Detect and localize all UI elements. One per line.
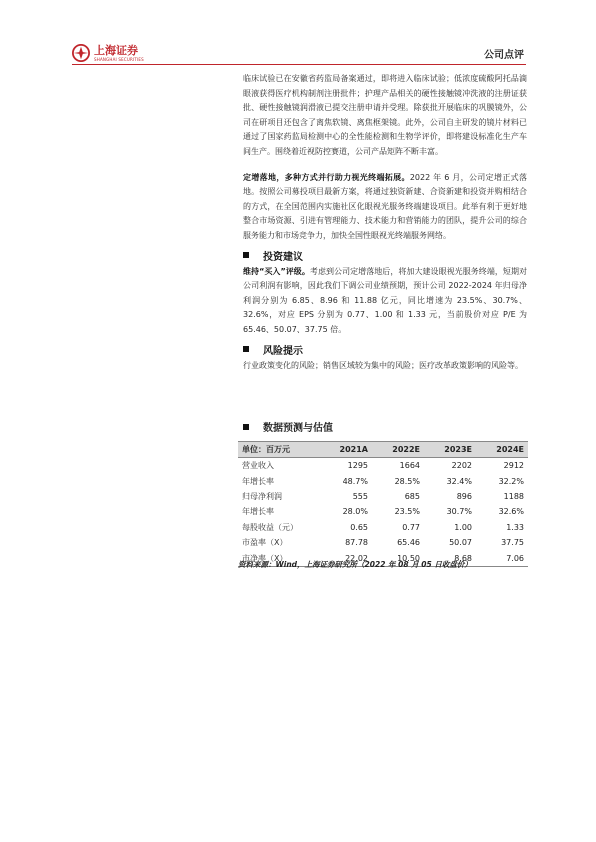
logo-chinese-name: 上海证券 <box>94 43 138 57</box>
table-cell: 2202 <box>451 461 472 471</box>
table-cell: 32.4% <box>446 476 472 486</box>
table-cell: 685 <box>404 491 420 501</box>
row-label: 年增长率 <box>242 507 274 517</box>
header-cell: 单位：百万元 <box>238 442 320 458</box>
table-row <box>238 535 528 550</box>
table-cell: 23.5% <box>394 507 420 517</box>
table-section-title <box>243 419 333 434</box>
table-cell: 48.7% <box>342 476 368 486</box>
table-cell: 2912 <box>503 461 524 471</box>
table-cell: 28.0% <box>342 507 368 517</box>
bullet-square-icon <box>243 346 249 352</box>
table-row <box>238 520 528 535</box>
table-cell: 896 <box>456 491 472 501</box>
table-cell: 50.07 <box>449 538 472 548</box>
table-row <box>238 489 528 504</box>
forecast-table <box>238 441 528 567</box>
table-cell: 22.02 <box>320 550 372 566</box>
table-cell: 87.78 <box>345 538 368 548</box>
table-cell: 32.2% <box>498 476 524 486</box>
bullet-square-icon <box>243 424 249 430</box>
row-label: 归母净利润 <box>242 491 282 501</box>
row-label: 年增长率 <box>242 476 274 486</box>
company-logo <box>72 44 144 62</box>
invest-paragraph <box>243 265 527 338</box>
table-cell: 1188 <box>503 491 524 501</box>
header-rule <box>72 64 526 65</box>
row-label: 每股收益（元） <box>242 522 298 532</box>
table-cell: 32.6% <box>498 507 524 517</box>
expansion-text: 2022 年 6 月，公司定增正式落地。按照公司募投项目最新方案，将通过独资新建、合资新建和投资并购相结合的方式，在全国范围内实施社区化眼视光服务终端建设项目。此举有利于更好地整合市场资源、引进有管理能力、技术能力和营销能力的团队，提升公司的综合服务能力和市场竞争力，加快全国性眼视光终端服务网络。 <box>243 172 528 240</box>
logo-emblem-icon <box>72 44 90 62</box>
table-cell: 1295 <box>347 461 368 471</box>
table-cell: 30.7% <box>446 507 472 517</box>
main-content <box>243 72 527 373</box>
table-cell: 7.06 <box>476 550 528 566</box>
table-cell: 0.77 <box>402 522 420 532</box>
table-cell: 28.5% <box>394 476 420 486</box>
invest-section-title <box>243 248 527 263</box>
invest-text: 考虑到公司定增落地后，将加大建设眼视光服务终端，短期对公司利润有影响，因此我们下调公司业绩预期，预计公司 2022-2024 年归母净利润分别为 6.85、8.96 和 11.88 亿元，同比增速为 23.5%、30.7%、32.6%，对应 EPS 分别为 0.77、1.00 和 1.33 元，当前股价对应 P/E 为 65.46、50.07、37.75 倍。 <box>243 266 528 334</box>
table-cell: 0.65 <box>350 522 368 532</box>
logo-english-name: SHANGHAI SECURITIES <box>94 56 144 62</box>
table-cell: 1664 <box>399 461 420 471</box>
risk-paragraph: 行业政策变化的风险；销售区域较为集中的风险；医疗改革政策影响的风险等。 <box>243 360 523 370</box>
table-cell: 1.00 <box>454 522 472 532</box>
header-cell: 2022E <box>372 442 424 458</box>
row-label: 市净率（X） <box>238 550 320 566</box>
row-label: 市盈率（X） <box>242 538 288 548</box>
expansion-paragraph <box>243 171 527 244</box>
invest-lead: 维持“买入”评级。 <box>243 266 310 276</box>
table-source-note: 资料来源：Wind，上海证券研究所（2022 年 08 月 05 日收盘价） <box>238 560 472 569</box>
table-cell: 1.33 <box>506 522 524 532</box>
table-cell: 37.75 <box>501 538 524 548</box>
intro-paragraph: 临床试验已在安徽省药监局备案通过，即将进入临床试验；低浓度硫酸阿托品滴眼液获得医疗机构制剂注册批件；护理产品相关的硬性接触镜冲洗液的注册证获批、硬性接触镜润滑液已提交注册申请并受理。除获批开展临床的巩膜镜外，公司在研项目还包含了离焦软镜、离焦框架镜。此外，公司自主研发的镜片材料已通过了国家药监局检测中心的全性能检测和生物学评价，即将建设标准化生产车间生产。围绕着近视防控赛道，公司产品矩阵不断丰富。 <box>243 74 527 156</box>
header-cell: 2024E <box>476 442 528 458</box>
table-cell: 555 <box>352 491 368 501</box>
table-cell: 65.46 <box>397 538 420 548</box>
table-cell: 10.50 <box>372 550 424 566</box>
invest-title-text: 投资建议 <box>263 251 303 263</box>
header-cell: 2021A <box>320 442 372 458</box>
table-cell: 8.68 <box>424 550 476 566</box>
document-type: 公司点评 <box>484 50 524 61</box>
risk-title-text: 风险提示 <box>263 345 303 357</box>
risk-section-title <box>243 342 527 357</box>
row-label: 营业收入 <box>242 461 274 471</box>
table-row <box>238 473 528 488</box>
table-row <box>238 458 528 474</box>
bullet-square-icon <box>243 252 249 258</box>
table-row <box>238 504 528 519</box>
page-header <box>0 0 596 70</box>
table-title-text: 数据预测与估值 <box>263 423 333 434</box>
expansion-lead: 定增落地，多种方式并行助力视光终端拓展。 <box>243 172 410 182</box>
header-cell: 2023E <box>424 442 476 458</box>
table-header-row <box>238 442 528 458</box>
